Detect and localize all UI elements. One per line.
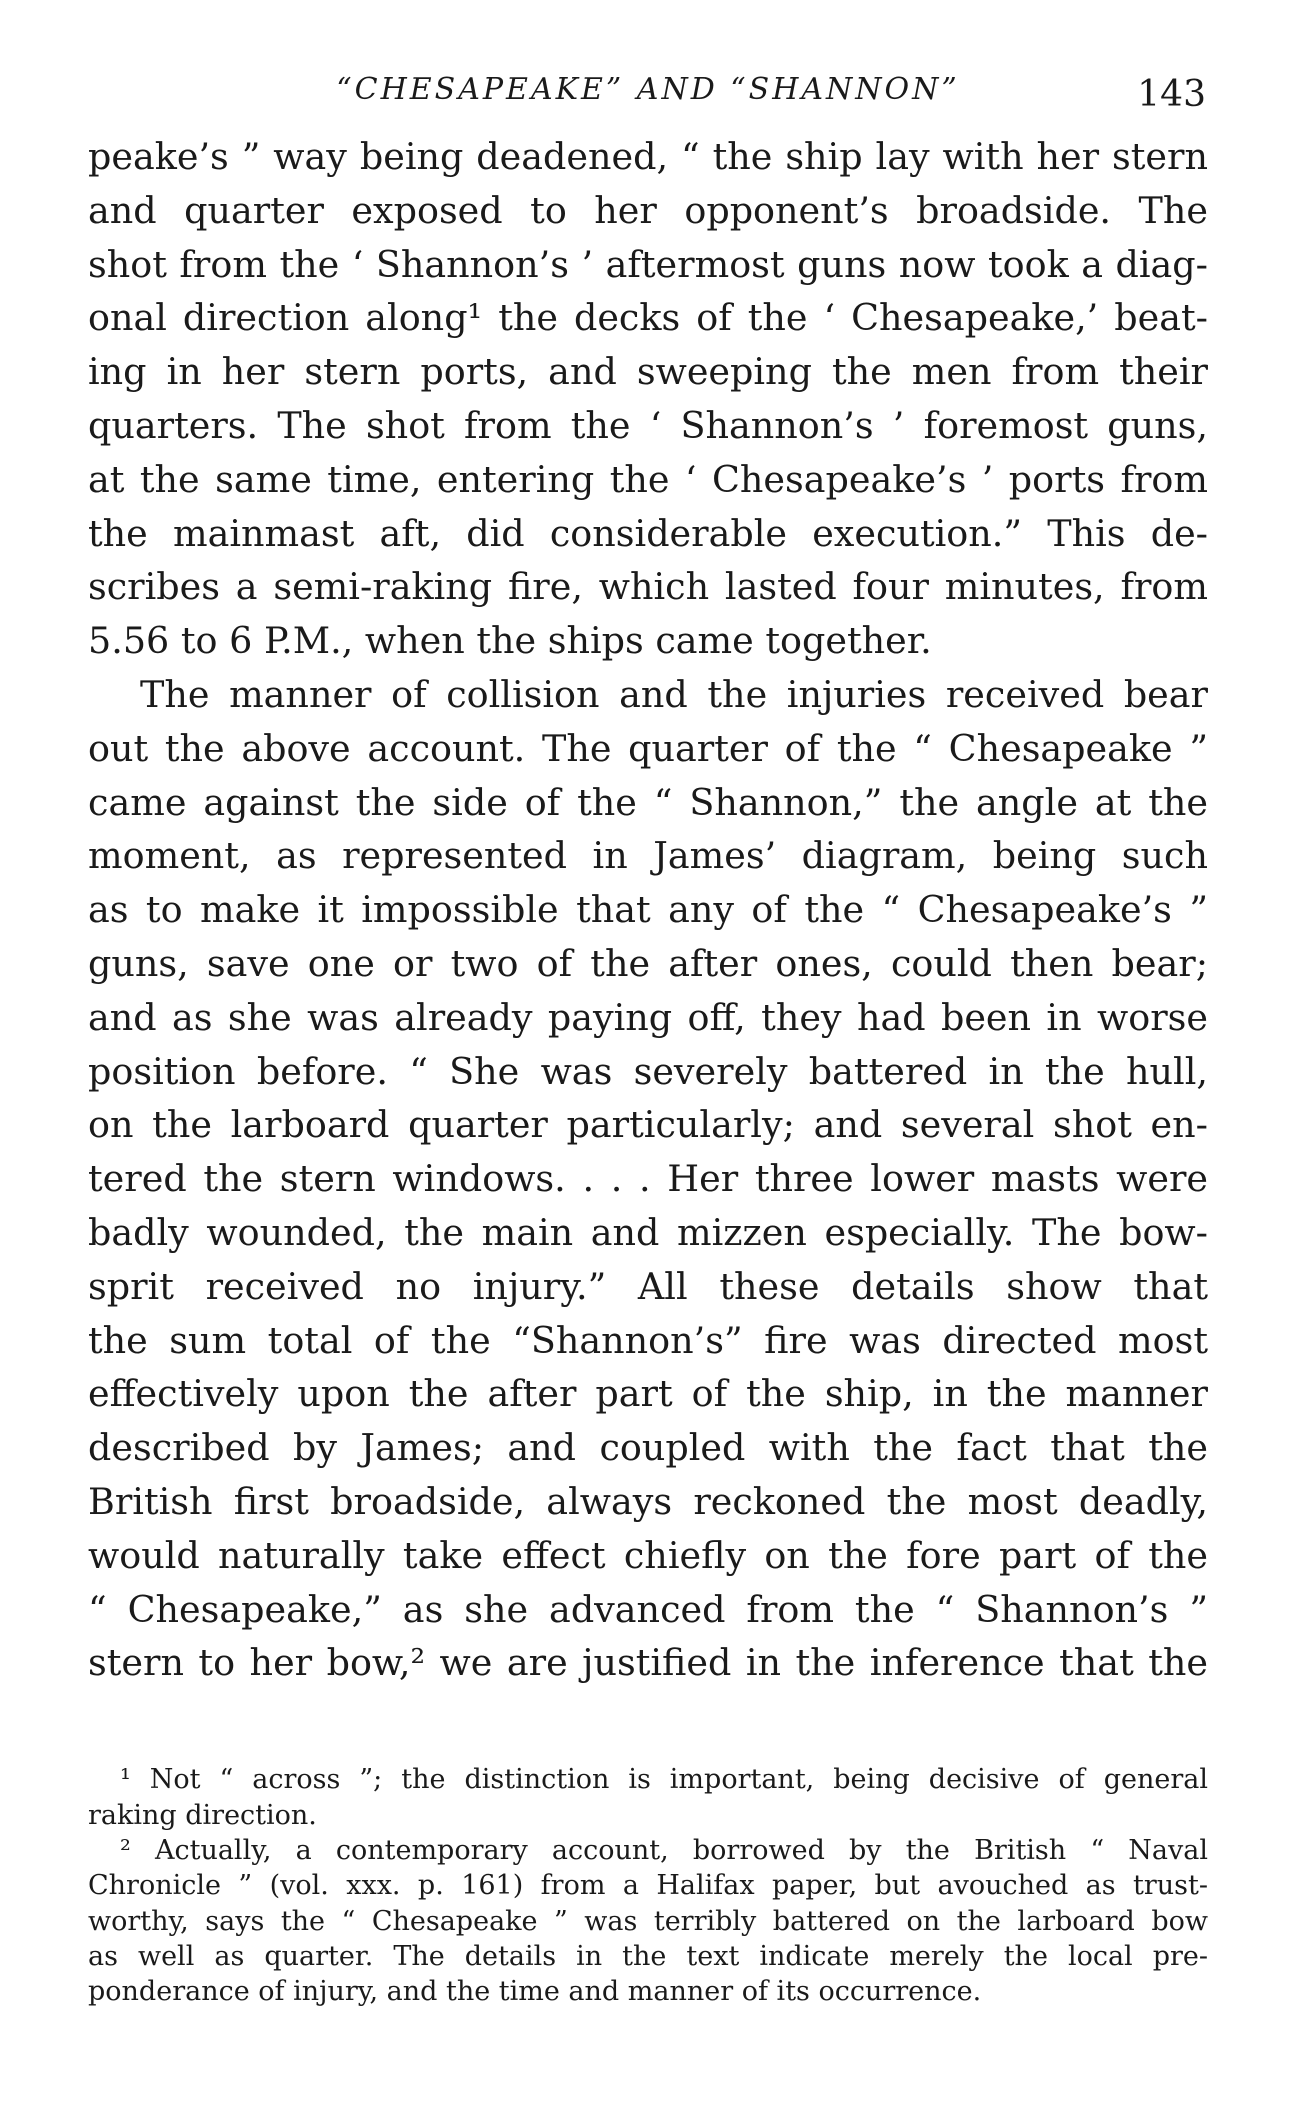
text-line: scribes a semi-raking fire, which lasted four minutes, from	[88, 565, 1208, 609]
text-line: position before. “ She was severely battered in the hull,	[88, 1049, 1208, 1093]
body-text	[88, 130, 1208, 1690]
text-line: would naturally take effect chiefly on the fore part of the	[88, 1533, 1208, 1577]
text-line: tered the stern windows. . . . Her three lower masts were	[88, 1157, 1208, 1201]
book-page	[88, 60, 1208, 2010]
footnote-gap	[88, 1690, 1208, 1762]
text-line: and as she was already paying off, they had been in worse	[88, 995, 1208, 1039]
text-line: and quarter exposed to her opponent’s broadside. The	[88, 188, 1208, 232]
text-line: stern to her bow,² we are justified in the inference that the	[88, 1641, 1208, 1685]
text-line: badly wounded, the main and mizzen especially. The bow-	[88, 1210, 1208, 1254]
footnote-line: raking direction.	[88, 1799, 317, 1831]
running-head	[88, 60, 1208, 130]
running-title: “CHESAPEAKE” AND “SHANNON”	[336, 72, 960, 107]
footnote-line: as well as quarter. The details in the text indicate merely the local pre-	[88, 1941, 1208, 1973]
text-line: came against the side of the “ Shannon,” the angle at the	[88, 780, 1208, 824]
text-line: quarters. The shot from the ‘ Shannon’s ’ foremost guns,	[88, 403, 1208, 447]
text-line: moment, as represented in James’ diagram, being such	[88, 834, 1208, 878]
page-number: 143	[1137, 74, 1206, 115]
footnotes	[88, 1762, 1208, 2010]
text-line: British first broadside, always reckoned the most deadly,	[88, 1479, 1208, 1523]
footnote-line: ¹ Not “ across ”; the distinction is important, being decisive of general	[120, 1764, 1208, 1796]
text-line: effectively upon the after part of the ship, in the manner	[88, 1372, 1208, 1416]
text-line: peake’s ” way being deadened, “ the ship lay with her stern	[88, 135, 1208, 178]
text-line: the mainmast aft, did considerable execution.” This de-	[88, 511, 1208, 555]
text-line: out the above account. The quarter of the “ Chesapeake ”	[88, 726, 1208, 770]
footnote-line: Chronicle ” (vol. xxx. p. 161) from a Halifax paper, but avouched as trust-	[88, 1870, 1208, 1902]
footnote-line: ponderance of injury, and the time and manner of its occurrence.	[88, 1976, 982, 2008]
text-line: on the larboard quarter particularly; and several shot en-	[88, 1103, 1208, 1147]
text-line: shot from the ‘ Shannon’s ’ aftermost guns now took a diag-	[88, 242, 1208, 286]
text-line: described by James; and coupled with the fact that the	[88, 1426, 1208, 1470]
text-line: 5.56 to 6 P.M., when the ships came together.	[88, 619, 932, 663]
text-line: sprit received no injury.” All these details show that	[88, 1264, 1208, 1308]
footnote-line: worthy, says the “ Chesapeake ” was terribly battered on the larboard bow	[88, 1905, 1208, 1937]
text-line: ing in her stern ports, and sweeping the men from their	[88, 350, 1208, 394]
text-line: onal direction along¹ the decks of the ‘ Chesapeake,’ beat-	[88, 296, 1208, 340]
text-line: the sum total of the “Shannon’s” fire was directed most	[88, 1318, 1208, 1362]
footnote-line: ² Actually, a contemporary account, borrowed by the British “ Naval	[120, 1834, 1208, 1866]
text-line: at the same time, entering the ‘ Chesapeake’s ’ ports from	[88, 457, 1208, 501]
text-line: as to make it impossible that any of the “ Chesapeake’s ”	[88, 888, 1208, 932]
text-line: The manner of collision and the injuries received bear	[140, 672, 1208, 716]
text-line: “ Chesapeake,” as she advanced from the “ Shannon’s ”	[88, 1587, 1208, 1631]
text-line: guns, save one or two of the after ones, could then bear;	[88, 941, 1208, 985]
